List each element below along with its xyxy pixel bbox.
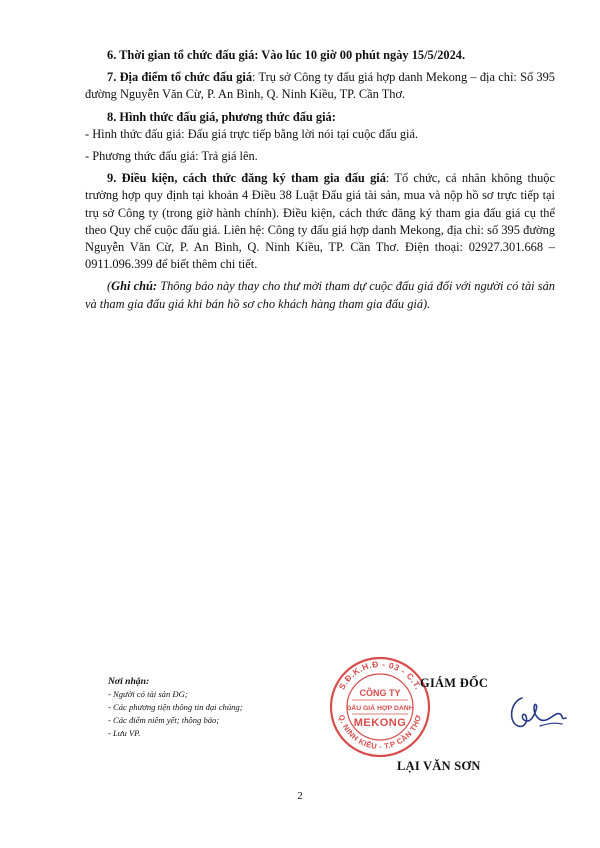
method-line-1: - Hình thức đấu giá: Đấu giá trực tiếp bằng lời nói tại cuộc đấu giá. bbox=[85, 126, 419, 141]
signatory-name: LẠI VĂN SƠN bbox=[397, 759, 481, 773]
document-body bbox=[85, 47, 555, 313]
svg-text:ĐẤU GIÁ HỢP DANH: ĐẤU GIÁ HỢP DANH bbox=[346, 705, 414, 712]
recipients-title: Nơi nhận: bbox=[108, 676, 150, 687]
note-text: Thông báo này thay cho thư mời tham dự cuộc đấu giá đối với người có tài sản và tham gia đấu giá khi bán hồ sơ cho khách hàng tham gia đấu giá). bbox=[85, 279, 555, 311]
svg-text:MEKONG: MEKONG bbox=[353, 717, 407, 729]
item-6: 6. Thời gian tổ chức đấu giá: Vào lúc 10 giờ 00 phút ngày 15/5/2024. bbox=[107, 48, 466, 62]
recipient-line: - Các phương tiện thông tin đại chúng; bbox=[108, 702, 243, 712]
page-number: 2 bbox=[297, 790, 303, 802]
item-9: 9. Điều kiện, cách thức đăng ký tham gia đấu giá: Tổ chức, cá nhân không thuộc trường hợp quy định tại khoản 4 Điều 38 Luật Đấu giá tài sản, mua và nộp hồ sơ trực tiếp tại trụ sở Công ty (trong giờ hành chính). Điều kiện, cách thức đăng ký tham gia đấu giá cụ thể theo Quy chế cuộc đấu giá. Liên hệ: Công ty đấu giá hợp danh Mekong, địa chỉ: số 395 đường Nguyễn Văn Cừ, P. An Bình, Q. Ninh Kiều, TP. Cần Thơ. Điện thoại: 02927.301.668 – 0911.096.399 để biết thêm chi tiết. bbox=[85, 171, 555, 272]
company-seal-icon bbox=[328, 655, 432, 759]
method-line-2: - Phương thức đấu giá: Trả giá lên. bbox=[85, 149, 258, 164]
recipient-line: - Lưu VP. bbox=[108, 728, 141, 738]
recipient-line: - Các điểm niêm yết; thông báo; bbox=[108, 715, 220, 725]
svg-text:Q. NINH KIỀU - T.P CẦN THƠ: Q. NINH KIỀU - T.P CẦN THƠ bbox=[336, 713, 424, 752]
item-7: 7. Địa điểm tổ chức đấu giá: Trụ sở Công ty đấu giá hợp danh Mekong – địa chỉ: Số 395 đường Nguyễn Văn Cừ, P. An Bình, Q. Ninh Kiều, TP. Cần Thơ. bbox=[85, 70, 556, 102]
svg-text:S.Đ.K.H.Đ - 03 - C.T.: S.Đ.K.H.Đ - 03 - C.T. bbox=[336, 658, 424, 692]
recipients-block bbox=[108, 675, 328, 740]
note-label: Ghi chú: bbox=[111, 279, 158, 294]
item-8: 8. Hình thức đấu giá, phương thức đấu giá: bbox=[107, 109, 336, 124]
recipient-line: - Người có tài sản ĐG; bbox=[108, 689, 188, 699]
handwritten-signature-icon bbox=[500, 686, 570, 742]
svg-text:CÔNG TY: CÔNG TY bbox=[359, 688, 401, 698]
signatory-title: GIÁM ĐỐC bbox=[420, 676, 489, 690]
note: (Ghi chú: Thông báo này thay cho thư mời tham dự cuộc đấu giá đối với người có tài sản và tham gia đấu giá khi bán hồ sơ cho khách hàng tham gia đấu giá). bbox=[85, 279, 555, 311]
